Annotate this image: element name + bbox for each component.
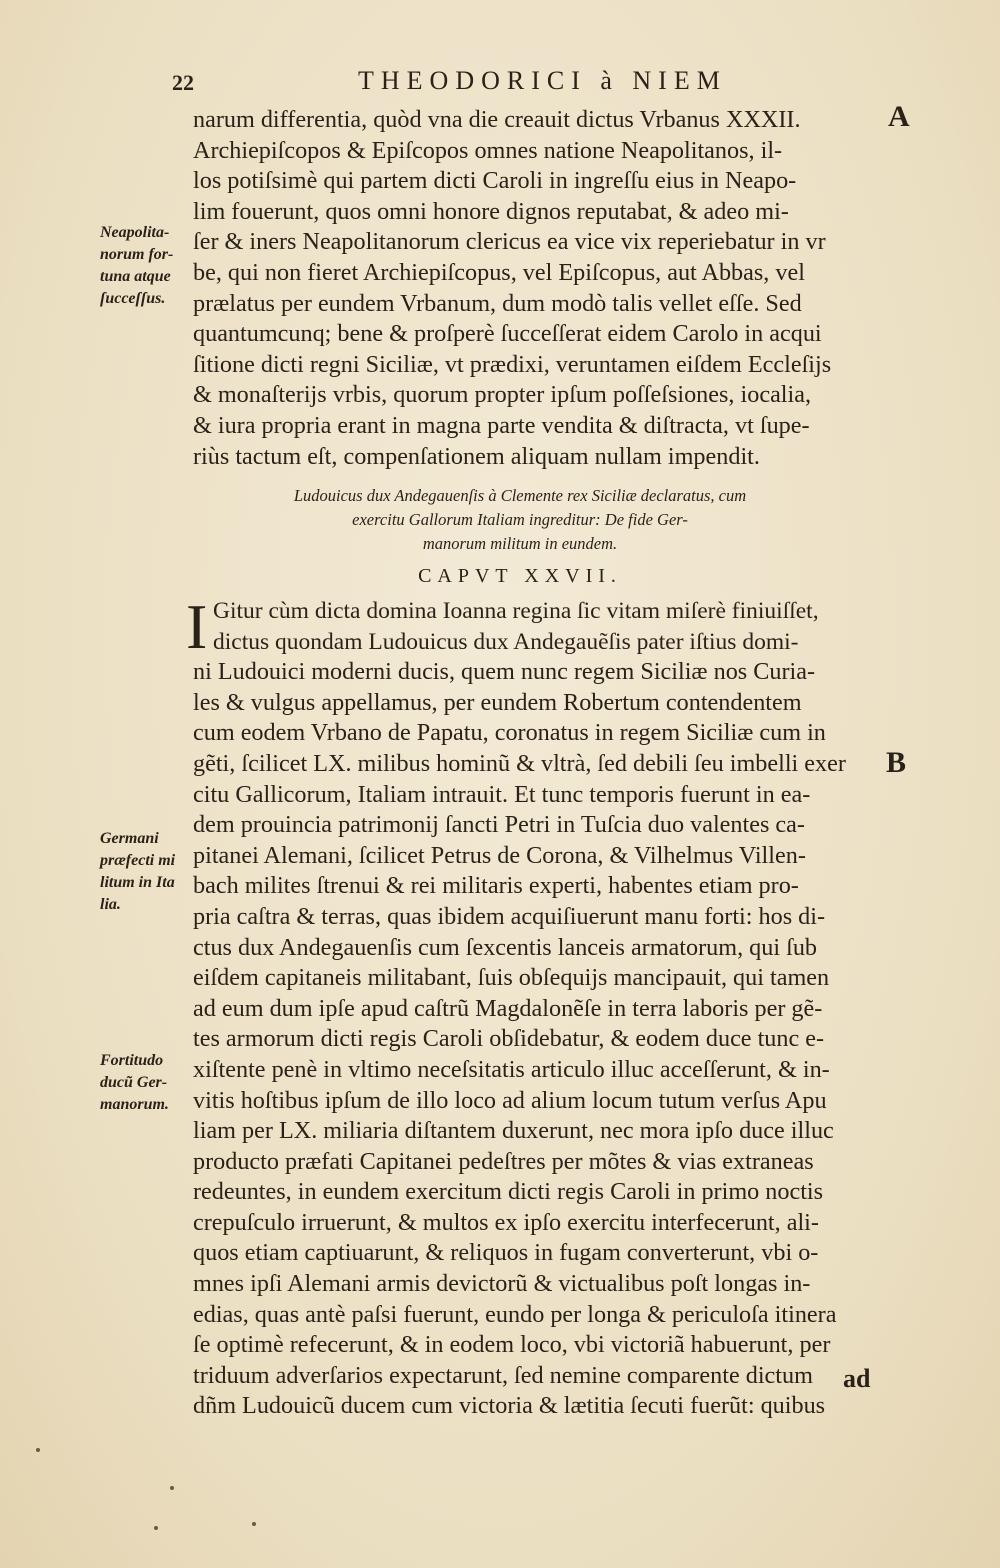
text-line: pria caſtra & terras, quas ibidem acquiſiuerunt manu forti: hos di- [193,902,826,930]
text-line: edias, quas antè paſsi fuerunt, eundo per longa & periculoſa itinera [193,1300,837,1328]
text-line: ſer & iners Neapolitanorum clericus ea vice vix reperiebatur in vr [193,228,826,256]
running-head: THEODORICI à NIEM [358,66,727,95]
text-line: dem prouincia patrimonij ſancti Petri in Tuſcia duo valentes ca- [193,811,805,839]
text-line: Gitur cùm dicta domina Ioanna regina ſic vitam miſerè finiuiſſet, [213,598,819,624]
ink-speck [36,1448,40,1452]
text-line: pitanei Alemani, ſcilicet Petrus de Corona, & Vilhelmus Villen- [193,841,806,869]
text-line: vitis hoſtibus ipſum de illo loco ad alium locum tutum verſus Apu [193,1086,827,1114]
text-line: ctus dux Andegauenſis cum ſexcentis lanceis armatorum, qui ſub [193,933,818,961]
margin-note-line: Germani [100,830,159,847]
text-line: tes armorum dicti regis Caroli obſidebatur, & eodem duce tunc e- [193,1025,825,1053]
text-line: les & vulgus appellamus, per eundem Robertum contendentem [193,688,802,716]
text-line: cum eodem Vrbano de Papatu, coronatus in regem Siciliæ cum in [193,719,826,747]
summary-line: exercitu Gallorum Italiam ingreditur: De fide Ger- [352,510,688,529]
summary-line: Ludouicus dux Andegauenſis à Clemente rex Siciliæ declaratus, cum [293,486,747,505]
drop-capital: I [186,591,208,662]
margin-note-line: Neapolita- [100,224,170,241]
text-line: ni Ludouici moderni ducis, quem nunc regem Siciliæ nos Curia- [193,658,816,686]
margin-note-line: litum in Ita [100,874,175,891]
margin-note-line: præfecti mi [100,852,176,869]
page-number: 22 [172,70,194,95]
page-header [0,66,1000,102]
text-line: quos etiam captiuarunt, & reliquos in fugam converterunt, vbi o- [193,1239,819,1267]
text-line: dictus quondam Ludouicus dux Andegauẽſis pater iſtius domi- [213,628,799,655]
text-line: redeuntes, in eundem exercitum dicti regis Caroli in primo noctis [193,1178,824,1206]
text-line: narum differentia, quòd vna die creauit dictus Vrbanus XXXII. [193,106,801,133]
text-line: bach milites ſtrenui & rei militaris experti, habentes etiam pro- [193,872,799,900]
summary-line: manorum militum in eundem. [422,534,618,553]
margin-note-line: ducũ Ger- [100,1074,168,1091]
ink-speck [252,1522,256,1526]
margin-letter-a: A [888,100,910,133]
text-line: Archiepiſcopos & Epiſcopos omnes natione Neapolitanos, il- [193,136,783,164]
text-line: liam per LX. miliaria diſtantem duxerunt, nec mora ipſo duce illuc [193,1117,834,1145]
ink-speck [170,1486,174,1490]
text-line: quantumcunq; bene & proſperè ſucceſſerat eidem Carolo in acqui [193,320,822,348]
margin-note-fortitudo [100,1050,192,1116]
margin-note-line: tuna atque [100,268,171,285]
text-line: & monaſterijs vrbis, quorum propter ipſum poſſeſsiones, iocalia, [193,381,812,409]
text-line: eiſdem capitaneis militabant, ſuis obſequijs mancipauit, qui tamen [193,964,830,992]
margin-note-neapolitanorum [100,222,192,310]
text-line: triduum adverſarios expectarunt, ſed nemine comparente dictum [193,1361,813,1389]
text-line: los potiſsimè qui partem dicti Caroli in ingreſſu eius in Neapo- [193,167,797,195]
chapter-heading: CAPVT XXVII. [418,565,622,587]
text-line: ſitione dicti regni Siciliæ, vt prædixi, veruntamen eiſdem Eccleſijs [193,350,832,378]
chapter-summary [200,484,840,556]
text-line: ad eum dum ipſe apud caſtrũ Magdalonẽſe in terra laboris per gẽ- [193,994,823,1022]
catchword: ad [843,1364,871,1393]
text-line: lim fouerunt, quos omni honore dignos reputabat, & adeo mi- [193,197,789,225]
text-line: ſe optimè refecerunt, & in eodem loco, vbi victoriã habuerunt, per [193,1331,831,1359]
margin-note-line: lia. [100,896,121,913]
text-line: citu Gallicorum, Italiam intrauit. Et tunc temporis fuerunt in ea- [193,780,811,808]
text-line: mnes ipſi Alemani armis devictorũ & victualibus poſt longas in- [193,1270,811,1298]
text-line: dñm Ludouicũ ducem cum victoria & lætitia ſecuti fuerũt: quibus [193,1392,826,1420]
margin-note-line: manorum. [100,1096,169,1113]
margin-letter-b: B [886,746,907,779]
margin-note-germani [100,828,192,916]
text-line: prælatus per eundem Vrbanum, dum modò talis vellet eſſe. Sed [193,289,802,317]
text-line: gẽti, ſcilicet LX. milibus hominũ & vltrà, ſed debili ſeu imbelli exer [193,749,846,777]
text-line: xiſtente penè in vltimo neceſsitatis articulo illuc acceſſerunt, & in- [193,1055,830,1083]
body-text-block-2 [193,596,883,1422]
text-line: producto præfati Capitanei pedeſtres per mõtes & vias extraneas [193,1147,814,1175]
text-line: crepuſculo irruerunt, & multos ex ipſo exercitu interfecerunt, ali- [193,1208,819,1236]
margin-note-line: Fortitudo [100,1052,164,1069]
margin-note-line: norum for- [100,246,174,263]
margin-note-line: ſucceſſus. [100,290,166,307]
body-text-block-1 [193,105,883,472]
ink-speck [154,1526,158,1530]
text-line: & iura propria erant in magna parte vendita & diſtracta, vt ſupe- [193,411,810,439]
text-line: be, qui non fieret Archiepiſcopus, vel Epiſcopus, aut Abbas, vel [193,258,805,286]
text-line: riùs tactum eſt, compenſationem aliquam nullam impendit. [193,442,760,470]
